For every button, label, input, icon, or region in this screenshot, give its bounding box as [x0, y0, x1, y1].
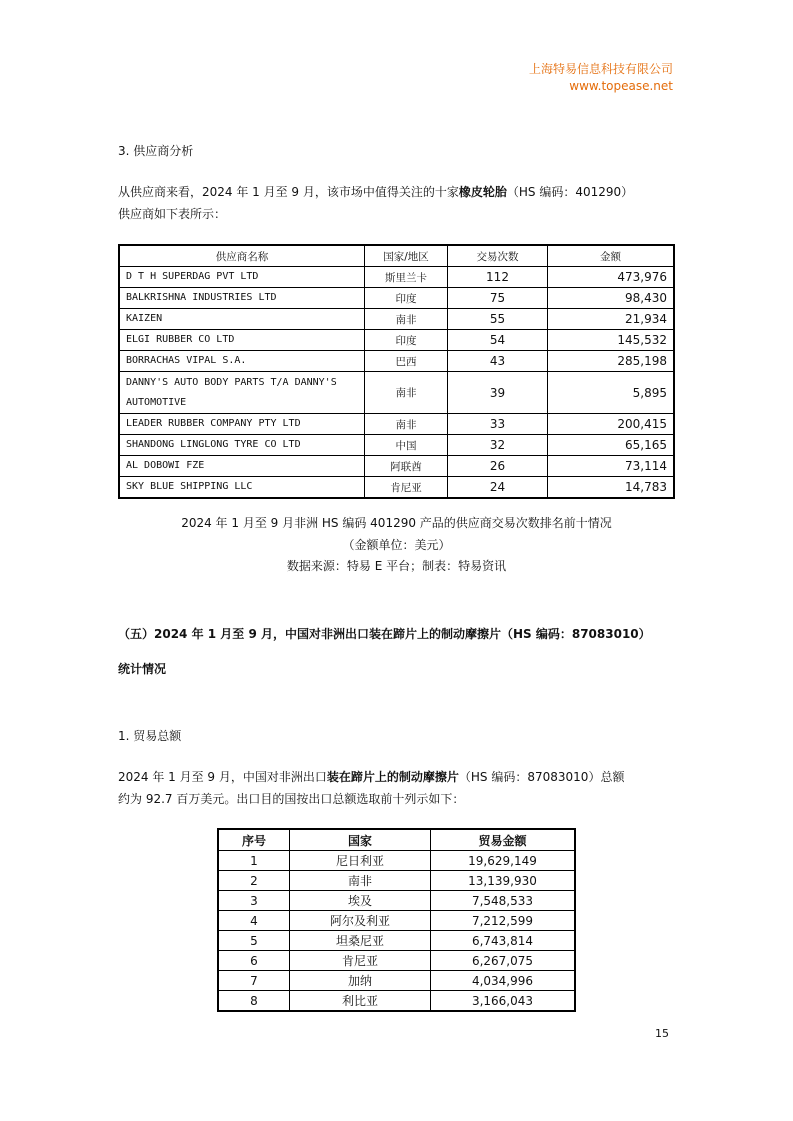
table-row — [119, 456, 674, 477]
trade-amount-cell: 4,034,996 — [431, 971, 576, 991]
table-row — [119, 330, 674, 351]
supplier-name-cell: LEADER RUBBER COMPANY PTY LTD — [119, 414, 365, 435]
table-row — [119, 414, 674, 435]
table-header-row — [119, 245, 674, 267]
col-header-supplier: 供应商名称 — [119, 245, 365, 267]
trade-intro-text: 2024 年 1 月至 9 月，中国对非洲出口 — [118, 770, 327, 784]
country-cell: 印度 — [365, 288, 448, 309]
amount-cell: 285,198 — [548, 351, 675, 372]
trade-amount-cell: 13,139,930 — [431, 871, 576, 891]
table-source-note: 数据来源：特易 E 平台；制表：特易资讯 — [286, 559, 507, 573]
trade-intro — [118, 766, 678, 810]
amount-cell: 5,895 — [548, 372, 675, 414]
country-cell: 南非 — [365, 372, 448, 414]
country-cell: 加纳 — [290, 971, 431, 991]
count-cell: 55 — [448, 309, 548, 330]
country-cell: 巴西 — [365, 351, 448, 372]
section-title-suppliers: 3. 供应商分析 — [118, 144, 194, 158]
table-row — [119, 351, 674, 372]
country-cell: 肯尼亚 — [365, 477, 448, 499]
trade-amount-cell: 3,166,043 — [431, 991, 576, 1012]
section5-title-line2: 统计情况 — [118, 662, 167, 676]
rank-cell: 4 — [218, 911, 290, 931]
intro-text: 从供应商来看，2024 年 1 月至 9 月，该市场中值得关注的十家 — [118, 185, 459, 199]
company-name: 上海特易信息科技有限公司 — [528, 62, 673, 76]
country-cell: 阿尔及利亚 — [290, 911, 431, 931]
col-header-country: 国家/地区 — [365, 245, 448, 267]
trade-table-header-row — [218, 829, 575, 851]
rank-cell: 6 — [218, 951, 290, 971]
country-cell: 南非 — [290, 871, 431, 891]
country-cell: 埃及 — [290, 891, 431, 911]
table-row — [218, 851, 575, 871]
trade-table — [217, 828, 576, 1012]
country-cell: 印度 — [365, 330, 448, 351]
table-row — [218, 931, 575, 951]
table-row — [218, 971, 575, 991]
country-cell: 尼日利亚 — [290, 851, 431, 871]
trade-amount-cell: 6,743,814 — [431, 931, 576, 951]
amount-cell: 200,415 — [548, 414, 675, 435]
supplier-name-cell: DANNY'S AUTO BODY PARTS T/A DANNY'S AUTOMOTIVE — [119, 372, 365, 414]
col-header-amount: 金额 — [548, 245, 675, 267]
supplier-name-cell: D T H SUPERDAG PVT LTD — [119, 267, 365, 288]
table-row — [218, 871, 575, 891]
rank-cell: 1 — [218, 851, 290, 871]
table-row — [218, 891, 575, 911]
col-header-country: 国家 — [290, 829, 431, 851]
table-row — [119, 477, 674, 499]
supplier-name-cell: KAIZEN — [119, 309, 365, 330]
amount-cell: 14,783 — [548, 477, 675, 499]
count-cell: 43 — [448, 351, 548, 372]
trade-intro-line2: 约为 92.7 百万美元。出口目的国按出口总额选取前十列示如下： — [118, 792, 465, 806]
table-row — [119, 267, 674, 288]
supplier-name-cell: SHANDONG LINGLONG TYRE CO LTD — [119, 435, 365, 456]
supplier-name-cell: ELGI RUBBER CO LTD — [119, 330, 365, 351]
count-cell: 24 — [448, 477, 548, 499]
amount-cell: 21,934 — [548, 309, 675, 330]
amount-cell: 98,430 — [548, 288, 675, 309]
section-title-trade-total: 1. 贸易总额 — [118, 729, 182, 743]
count-cell: 75 — [448, 288, 548, 309]
rank-cell: 2 — [218, 871, 290, 891]
supplier-table — [118, 244, 675, 499]
amount-cell: 73,114 — [548, 456, 675, 477]
country-cell: 南非 — [365, 309, 448, 330]
rank-cell: 7 — [218, 971, 290, 991]
trade-amount-cell: 7,548,533 — [431, 891, 576, 911]
intro-hs: （HS 编码：401290） — [506, 185, 634, 199]
amount-cell: 65,165 — [548, 435, 675, 456]
table-unit-note: （金额单位：美元） — [342, 538, 451, 552]
country-cell: 中国 — [365, 435, 448, 456]
intro-product: 橡皮轮胎 — [458, 185, 507, 199]
country-cell: 坦桑尼亚 — [290, 931, 431, 951]
country-cell: 利比亚 — [290, 991, 431, 1012]
trade-amount-cell: 7,212,599 — [431, 911, 576, 931]
country-cell: 肯尼亚 — [290, 951, 431, 971]
table-caption: 2024 年 1 月至 9 月非洲 HS 编码 401290 产品的供应商交易次数排名前十情况 — [181, 516, 612, 530]
table-row — [119, 309, 674, 330]
count-cell: 112 — [448, 267, 548, 288]
col-header-count: 交易次数 — [448, 245, 548, 267]
col-header-no: 序号 — [218, 829, 290, 851]
table-row — [218, 991, 575, 1012]
section5-title: （五）2024 年 1 月至 9 月，中国对非洲出口装在蹄片上的制动摩擦片（HS 编码：87083010） — [118, 627, 651, 641]
count-cell: 32 — [448, 435, 548, 456]
table-row — [218, 951, 575, 971]
company-website: www.topease.net — [569, 79, 673, 93]
table-row — [119, 288, 674, 309]
supplier-intro — [118, 181, 678, 225]
count-cell: 54 — [448, 330, 548, 351]
table-row — [119, 435, 674, 456]
amount-cell: 145,532 — [548, 330, 675, 351]
count-cell: 39 — [448, 372, 548, 414]
trade-amount-cell: 19,629,149 — [431, 851, 576, 871]
rank-cell: 8 — [218, 991, 290, 1012]
count-cell: 26 — [448, 456, 548, 477]
page-number: 15 — [655, 1027, 669, 1040]
trade-intro-product: 装在蹄片上的制动摩擦片 — [326, 770, 459, 784]
intro-line2: 供应商如下表所示： — [118, 207, 227, 221]
supplier-name-cell: SKY BLUE SHIPPING LLC — [119, 477, 365, 499]
rank-cell: 3 — [218, 891, 290, 911]
trade-intro-hs: （HS 编码：87083010）总额 — [458, 770, 625, 784]
col-header-trade-amount: 贸易金额 — [431, 829, 576, 851]
table-row — [218, 911, 575, 931]
supplier-name-cell: AL DOBOWI FZE — [119, 456, 365, 477]
country-cell: 阿联酋 — [365, 456, 448, 477]
country-cell: 南非 — [365, 414, 448, 435]
count-cell: 33 — [448, 414, 548, 435]
supplier-name-cell: BALKRISHNA INDUSTRIES LTD — [119, 288, 365, 309]
rank-cell: 5 — [218, 931, 290, 951]
trade-amount-cell: 6,267,075 — [431, 951, 576, 971]
supplier-name-cell: BORRACHAS VIPAL S.A. — [119, 351, 365, 372]
country-cell: 斯里兰卡 — [365, 267, 448, 288]
table-row — [119, 372, 674, 414]
amount-cell: 473,976 — [548, 267, 675, 288]
